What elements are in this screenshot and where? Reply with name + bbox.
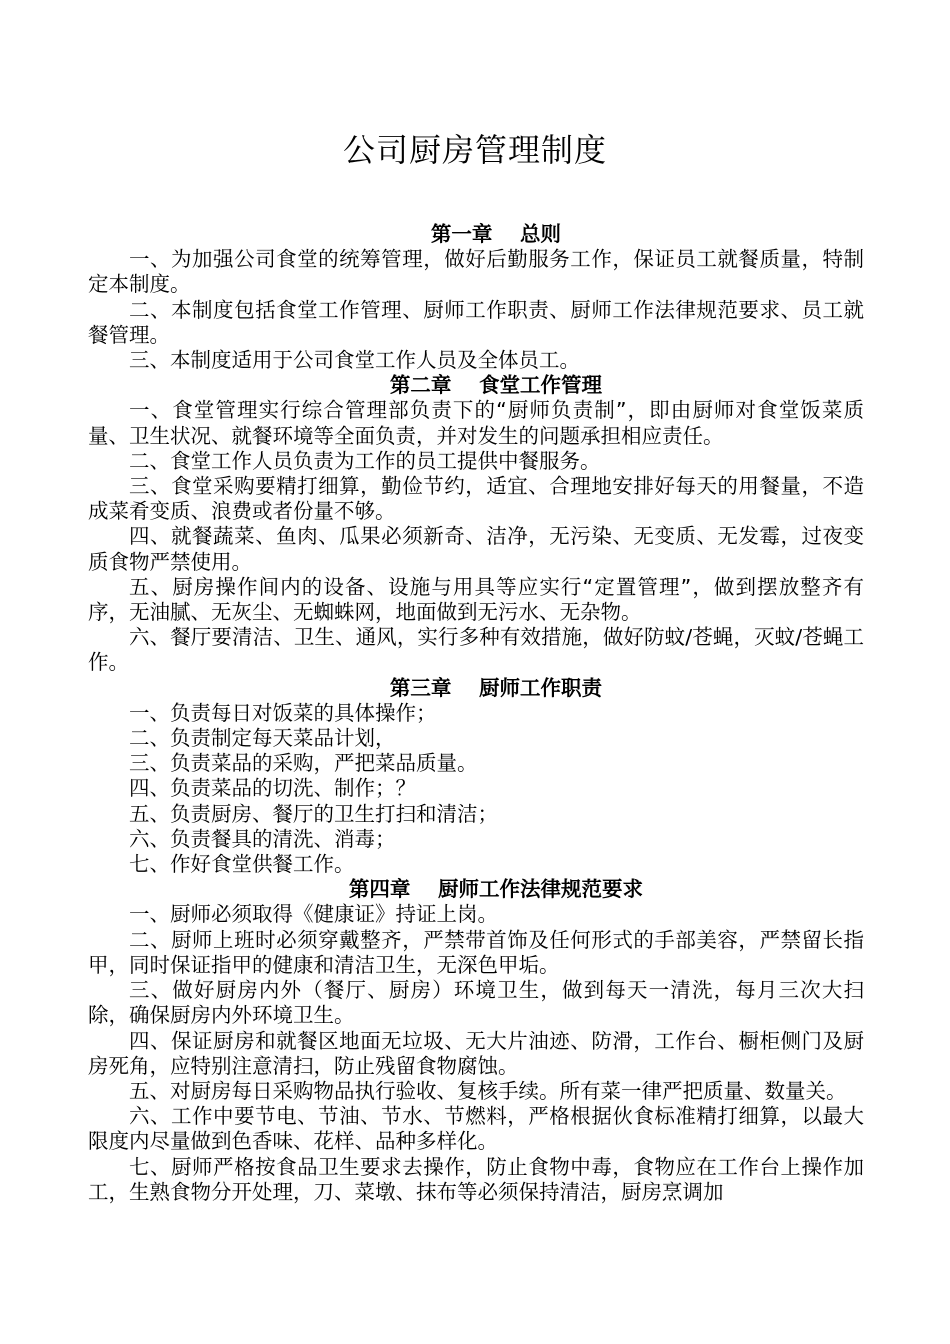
list-item: 四、负责菜品的切洗、制作；？ bbox=[129, 776, 416, 801]
paragraph: 二、本制度包括食堂工作管理、厨师工作职责、厨师工作法律规范要求、员工就餐管理。 bbox=[88, 297, 864, 347]
paragraph: 三、做好厨房内外（餐厅、厨房）环境卫生，做到每天一清洗，每月三次大扫除，确保厨房内外环境卫生。 bbox=[88, 978, 864, 1028]
paragraph: 五、厨房操作间内的设备、设施与用具等应实行“定置管理”，做到摆放整齐有序，无油腻、无灰尘、无蜘蛛网，地面做到无污水、无杂物。 bbox=[88, 574, 864, 625]
paragraph: 一、为加强公司食堂的统筹管理，做好后勤服务工作，保证员工就餐质量，特制定本制度。 bbox=[88, 247, 864, 297]
paragraph: 六、餐厅要清洁、卫生、通风，实行多种有效措施，做好防蚊/苍蝇，灭蚊/苍蝇工作。 bbox=[88, 625, 864, 675]
paragraph: 六、工作中要节电、节油、节水、节燃料，严格根据伙食标准精打细算，以最大限度内尽量做到色香味、花样、品种多样化。 bbox=[88, 1104, 864, 1154]
paragraph: 七、厨师严格按食品卫生要求去操作，防止食物中毒，食物应在工作台上操作加工，生熟食物分开处理，刀、菜墩、抹布等必须保持清洁，厨房烹调加 bbox=[88, 1154, 864, 1204]
document-title: 公司厨房管理制度 bbox=[342, 131, 607, 169]
paragraph: 二、厨师上班时必须穿戴整齐，严禁带首饰及任何形式的手部美容，严禁留长指甲，同时保证指甲的健康和清洁卫生，无深色甲垢。 bbox=[88, 927, 864, 977]
paragraph: 一、食堂管理实行综合管理部负责下的“厨师负责制”，即由厨师对食堂饭菜质量、卫生状况、就餐环境等全面负责，并对发生的问题承担相应责任。 bbox=[88, 398, 864, 448]
chapter-heading: 第一章 总则 bbox=[430, 222, 562, 246]
paragraph: 三、食堂采购要精打细算，勤俭节约，适宜、合理地安排好每天的用餐量，不造成菜肴变质、浪费或者份量不够。 bbox=[88, 474, 864, 524]
list-item: 一、负责每日对饭菜的具体操作； bbox=[129, 700, 437, 725]
paragraph: 三、本制度适用于公司食堂工作人员及全体员工。 bbox=[129, 348, 580, 373]
paragraph: 五、对厨房每日采购物品执行验收、复核手续。所有菜一律严把质量、数量关。 bbox=[129, 1078, 847, 1103]
chapter-heading: 第四章 厨师工作法律规范要求 bbox=[348, 877, 644, 902]
chapter-heading: 第二章 食堂工作管理 bbox=[389, 373, 603, 398]
paragraph: 四、保证厨房和就餐区地面无垃圾、无大片油迹、防滑，工作台、橱柜侧门及厨房死角，应特别注意清扫，防止残留食物腐蚀。 bbox=[88, 1028, 864, 1078]
paragraph: 一、厨师必须取得《健康证》持证上岗。 bbox=[129, 902, 498, 927]
paragraph: 二、食堂工作人员负责为工作的员工提供中餐服务。 bbox=[129, 448, 601, 473]
list-item: 二、负责制定每天菜品计划， bbox=[129, 726, 396, 751]
list-item: 三、负责菜品的采购，严把菜品质量。 bbox=[129, 751, 478, 776]
document-body bbox=[88, 222, 864, 1205]
list-item: 七、作好食堂供餐工作。 bbox=[129, 852, 355, 877]
paragraph: 四、就餐蔬菜、鱼肉、瓜果必须新奇、洁净，无污染、无变质、无发霉，过夜变质食物严禁使用。 bbox=[88, 524, 864, 574]
list-item: 五、负责厨房、餐厅的卫生打扫和清洁； bbox=[129, 801, 498, 826]
chapter-heading: 第三章 厨师工作职责 bbox=[389, 675, 603, 700]
list-item: 六、负责餐具的清洗、消毒； bbox=[129, 826, 396, 851]
